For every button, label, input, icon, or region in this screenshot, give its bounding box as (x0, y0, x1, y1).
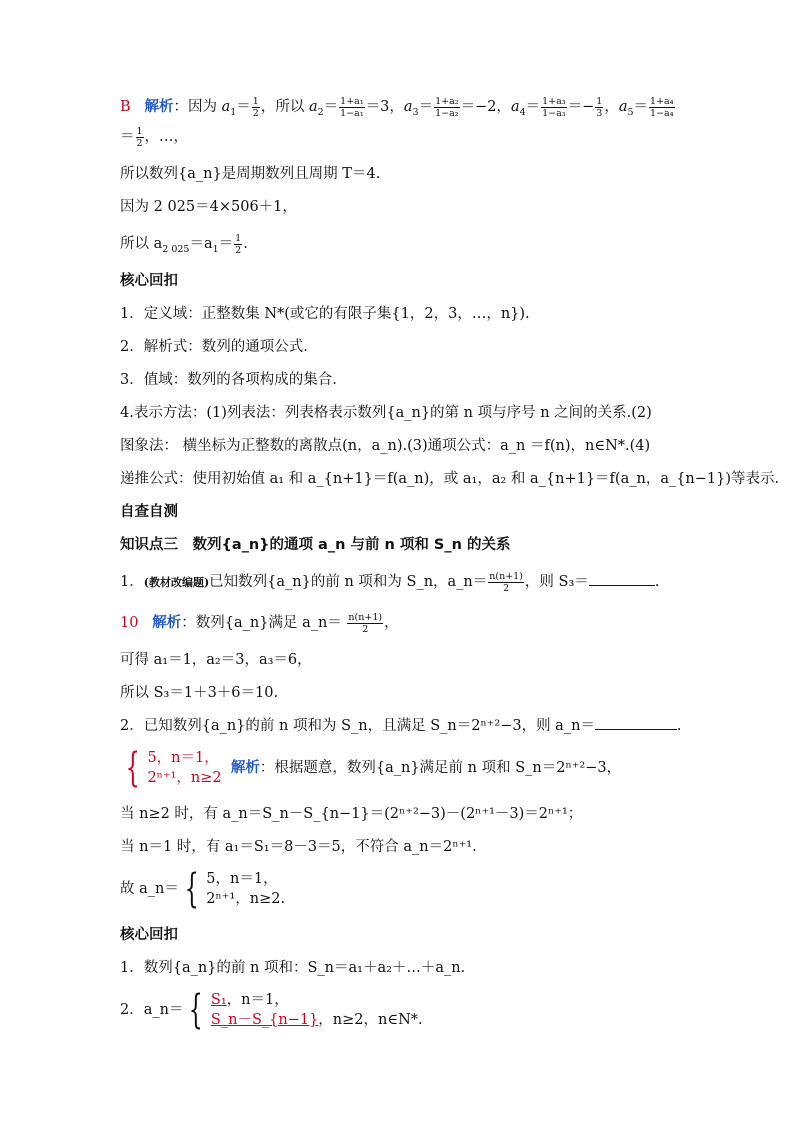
q2-conclusion-piecewise: { 5，n＝1， 2ⁿ⁺¹，n≥2. (184, 866, 286, 912)
core-review-1-item-4b: 图象法： 横坐标为正整数的离散点(n，a_n).(3)通项公式：a_n ＝f(n)，n∈N*.(4) (120, 438, 651, 454)
answer-blank-1 (589, 585, 655, 586)
fraction-one-half-2: $\frac{1}{2}$ (136, 125, 143, 149)
question-2: 2．已知数列{a_n}的前 n 项和为 S_n，且满足 S_n＝2ⁿ⁺²−3，则 a_n＝ . (120, 718, 682, 734)
q2-solution-line-3: 当 n＝1 时，有 a₁＝S₁＝8－3＝5，不符合 a_n＝2ⁿ⁺¹. (120, 839, 477, 855)
core-review-1-item-1: 1．定义域：正整数集 N*(或它的有限子集{1，2，3，…，n}). (120, 306, 530, 322)
fraction-one-half: $\frac{1}{2}$ (252, 95, 259, 119)
blank-filled-sn-diff: S_n－S_{n−1} (210, 1012, 319, 1028)
fraction-q1-solution: $\frac{n(n+1)}{2}$ (348, 611, 383, 635)
answer-letter: B (120, 99, 131, 115)
core-review-2-piecewise: { S₁，n＝1， S_n－S_{n−1}，n≥2，n∈N*. (189, 987, 423, 1033)
fraction-one-half-3: $\frac{1}{2}$ (235, 232, 242, 256)
document-page (120, 92, 780, 1034)
solution-b-line-3: 所以数列{a_n}是周期数列且周期 T＝4. (120, 166, 381, 182)
core-review-heading-2: 核心回扣 (120, 927, 178, 943)
analysis-label: 解析 (144, 98, 174, 115)
fraction-a2: $\frac{\text{1+a₁}}{\text{1−a₁}}$ (340, 95, 364, 119)
q1-answer: 10 (120, 615, 139, 631)
core-review-heading-1: 核心回扣 (120, 273, 178, 289)
core-review-1-item-3: 3．值域：数列的各项构成的集合. (120, 372, 337, 388)
blank-filled-s1: S₁ (210, 992, 227, 1008)
solution-b-line-1: B 解析：因为 $a_1=$ $\frac{1}{2}$ ，所以 $a_2=$ $\frac{\text{1+a₁}}{\text{1−a₁}}$ ＝3，$a_3=$ $\frac{\text{1+a₂}}{\text{1−a₂}}$ ＝−2，$a_4=$ $\frac{\text{1+a₃}}{\text{1−a₃}}$ ＝− $\frac{1}{3}$ ，$a_5=$ $\frac{\text{1+a₄}}{\text{1−a₄}}$ (120, 95, 674, 119)
self-check-heading: 自查自测 (120, 504, 178, 520)
q1-solution-line-2: 可得 a₁＝1，a₂＝3，a₃＝6， (120, 652, 312, 668)
q2-answer-piecewise: { 5，n＝1， 2ⁿ⁺¹，n≥2 (125, 745, 222, 791)
fraction-one-third: $\frac{1}{3}$ (596, 95, 603, 119)
fraction-a3: $\frac{\text{1+a₂}}{\text{1−a₂}}$ (435, 95, 459, 119)
q2-solution-line-2: 当 n≥2 时，有 a_n＝S_n－S_{n−1}＝(2ⁿ⁺²−3)－(2ⁿ⁺¹－3)＝2ⁿ⁺¹； (120, 806, 583, 822)
q1-solution-line-3: 所以 S₃＝1＋3＋6＝10. (120, 685, 279, 701)
q1-solution-line-1: 10 解析：数列{a_n}满足 a_n＝ $\frac{n(n+1)}{2}$ ， (120, 611, 399, 635)
solution-b-line-4: 因为 2 025＝4×506＋1， (120, 199, 297, 215)
fraction-a5: $\frac{\text{1+a₄}}{\text{1−a₄}}$ (650, 95, 674, 119)
core-review-2-item-2: 2．a_n＝ { S₁，n＝1， S_n－S_{n−1}，n≥2，n∈N*. (120, 987, 423, 1033)
solution-b-line-5: 所以 $a_{2 025}=a_1=$ $\frac{1}{2}$ . (120, 232, 248, 256)
answer-blank-2 (595, 729, 677, 730)
q2-solution-line-1: { 5，n＝1， 2ⁿ⁺¹，n≥2 解析：根据题意，数列{a_n}满足前 n 项和 S_n＝2ⁿ⁺²−3， (120, 748, 680, 792)
q2-analysis-label: 解析 (230, 759, 260, 776)
q2-solution-line-4: 故 a_n＝ { 5，n＝1， 2ⁿ⁺¹，n≥2. (120, 866, 286, 912)
solution-b-line-2: ＝ $\frac{1}{2}$ ，…， (120, 125, 189, 149)
knowledge-point-title: 知识点三 数列{a_n}的通项 a_n 与前 n 项和 S_n 的关系 (120, 537, 511, 553)
fraction-q1: $\frac{n(n+1)}{2}$ (489, 570, 523, 594)
core-review-2-item-1: 1．数列{a_n}的前 n 项和：S_n＝a₁＋a₂＋…＋a_n. (120, 960, 466, 976)
question-1: 1．(教材改编题)已知数列{a_n}的前 n 项和为 S_n，a_n＝ $\frac{n(n+1)}{2}$ ，则 S₃＝ . (120, 570, 660, 594)
core-review-1-item-4c: 递推公式：使用初始值 a₁ 和 a_{n+1}＝f(a_n)，或 a₁，a₂ 和 a_{n+1}＝f(a_n，a_{n−1})等表示. (120, 471, 780, 487)
fraction-a4: $\frac{\text{1+a₃}}{\text{1−a₃}}$ (542, 95, 566, 119)
core-review-1-item-4a: 4.表示方法：(1)列表法：列表格表示数列{a_n}的第 n 项与序号 n 之间的关系.(2) (120, 405, 652, 421)
textbook-tag: (教材改编题) (143, 576, 210, 589)
core-review-1-item-2: 2．解析式：数列的通项公式. (120, 339, 308, 355)
q1-analysis-label: 解析 (152, 614, 182, 631)
